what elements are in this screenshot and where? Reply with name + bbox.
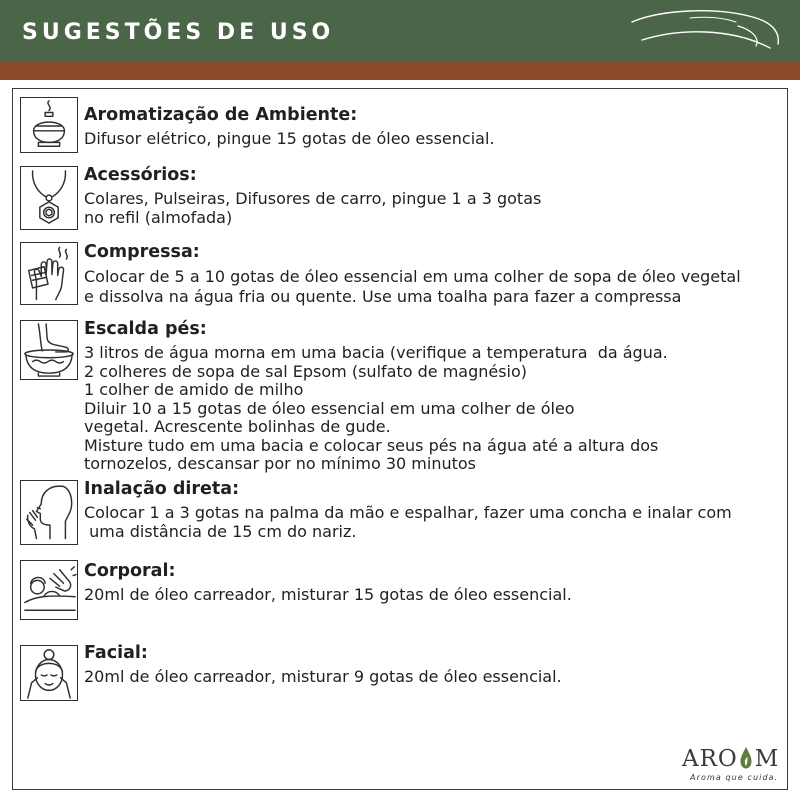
section-line: Colares, Pulseiras, Difusores de carro, pingue 1 a 3 gotas [84,189,542,208]
head-inhale-icon [21,481,77,544]
section-line: Misture tudo em uma bacia e colocar seus pés na água até a altura dos [84,435,659,455]
section-text [84,190,541,227]
section-title: Escalda pés: [84,319,207,339]
foot-basin-icon [21,321,77,379]
section-line: Colocar 1 a 3 gotas na palma da mão e espalhar, fazer uma concha e inalar com [84,503,732,522]
section-aromatizacao [84,105,495,149]
necklace-icon [21,167,77,229]
section-line: Colocar de 5 a 10 gotas de óleo essencial em uma colher de sopa de óleo vegetal [84,267,741,286]
section-line: Diluir 10 a 15 gotas de óleo essencial em uma colher de óleo [84,398,575,418]
face-icon [21,646,77,700]
section-line: 20ml de óleo carreador, misturar 15 gotas de óleo essencial. [84,585,572,604]
logo-wordmark [682,746,779,772]
section-escalda-pes [84,319,668,474]
icon-box-facial [20,645,78,701]
diffuser-icon [21,98,77,152]
brown-stripe [0,62,800,80]
icon-box-acessorios [20,166,78,230]
section-acessorios [84,165,541,227]
section-line: 1 colher de amido de milho [84,380,304,399]
section-line: vegetal. Acrescente bolinhas de gude. [84,417,391,436]
section-title: Inalação direta: [84,479,240,499]
section-line: no refil (almofada) [84,207,233,227]
section-line: Difusor elétrico, pingue 15 gotas de óleo essencial. [84,129,495,148]
section-title: Acessórios: [84,165,197,185]
section-text [84,504,732,541]
section-text [84,344,668,474]
section-line: 20ml de óleo carreador, misturar 9 gotas de óleo essencial. [84,667,562,686]
section-line: tornozelos, descansar por no mínimo 30 minutos [84,454,477,473]
section-text [84,668,562,687]
section-title: Compressa: [84,242,200,262]
section-title: Aromatização de Ambiente: [84,105,358,125]
icon-box-inalacao [20,480,78,545]
section-title: Facial: [84,643,148,663]
body-massage-icon [21,561,77,619]
logo-text-end: M [754,746,780,772]
logo-tagline: Aroma que cuida. [690,773,779,782]
section-line: uma distância de 15 cm do nariz. [84,521,357,541]
section-line: e dissolva na água fria ou quente. Use uma toalha para fazer a compressa [84,287,682,306]
section-text [84,586,572,605]
hand-towel-icon [21,243,77,304]
section-text [84,130,495,149]
icon-box-compressa [20,242,78,305]
section-compressa [84,242,741,307]
section-facial [84,643,562,687]
section-line: 2 colheres de sopa de sal Epsom (sulfato de magnésio) [84,361,528,381]
oil-drop-icon [739,746,753,770]
icon-box-corporal [20,560,78,620]
icon-box-escalda-pes [20,320,78,380]
brand-logo [682,746,786,786]
header-bar [0,0,800,62]
page-title: SUGESTÕES DE USO [22,20,335,45]
section-line: 3 litros de água morna em uma bacia (verifique a temperatura da água. [84,343,668,362]
swirl-ornament-icon [620,4,790,58]
section-title: Corporal: [84,561,176,581]
section-corporal [84,561,572,605]
section-inalacao [84,479,732,541]
logo-text-start: ARO [682,746,738,772]
icon-box-aromatizacao [20,97,78,153]
section-text [84,267,741,307]
